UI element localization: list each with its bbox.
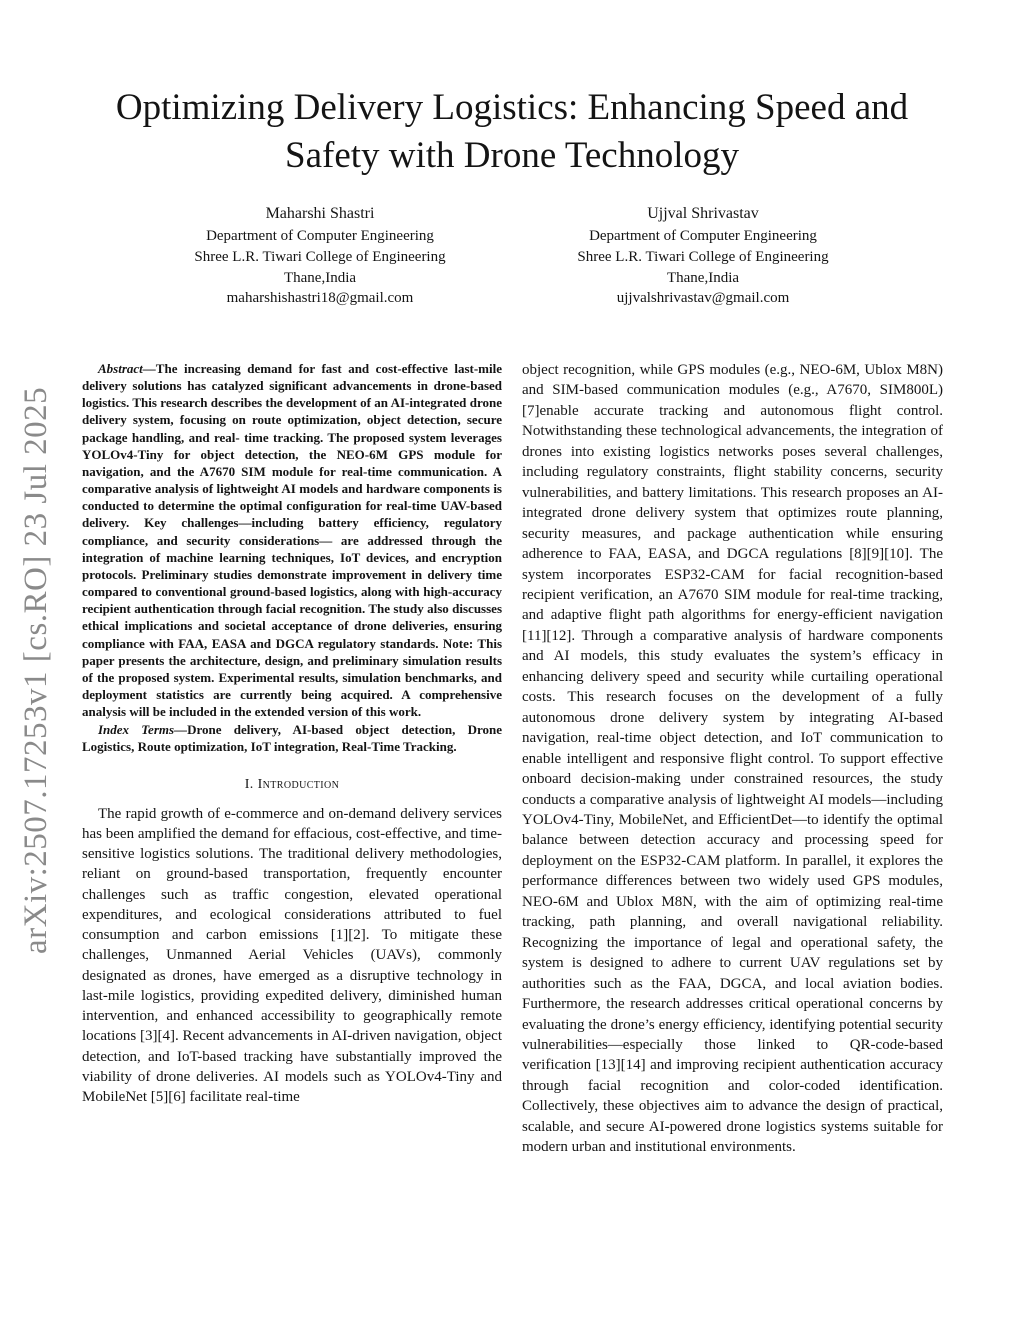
author-institution: Shree L.R. Tiwari College of Engineering [194,248,446,265]
author-block-2 [543,203,863,309]
author-name: Maharshi Shastri [265,205,375,222]
paper-title: Optimizing Delivery Logistics: Enhancing Speed and Safety with Drone Technology [115,87,909,176]
arxiv-identifier: arXiv:2507.17253v1 [cs.RO] 23 Jul 2025 [18,386,54,954]
abstract-text: The increasing demand for fast and cost-effective last-mile delivery solutions has catalyzed significant advancements in drone-based logistics. This research describes the development of an AI-integrated drone delivery system, focusing on route optimization, object detection, secure package handling, and real- time tracking. The proposed system leverages YOLOv4-Tiny for object detection, the NEO-6M GPS module for navigation, and the A7670 SIM module for real-time communication. A comparative analysis of lightweight AI models and hardware components is conducted to determine the optimal configuration for real-time UAV-based delivery. Key challenges—including battery efficiency, regulatory compliance, and security considerations— are addressed through the integration of machine learning techniques, IoT devices, and encryption protocols. Preliminary studies demonstrate improvement in delivery time compared to conventional ground-based logistics, along with high-accuracy recipient authentication through facial recognition. The study also discusses ethical implications and societal acceptance of drone deliveries, ensuring compliance with FAA, EASA and DGCA regulatory standards. Note: This paper presents the architecture, design, and preliminary simulation results of the proposed system. Experimental results, simulation benchmarks, and deployment statistics are currently being acquired. A comprehensive analysis will be included in the extended version of this work. [82,361,502,720]
intro-paragraph-left: The rapid growth of e-commerce and on-demand delivery services has been amplified the demand for effacious, cost-effective, and time-sensitive logistics solutions. The traditional delivery methodologies, reliant on ground-based transportation, frequently encounter challenges such as traffic congestion, elevated operational expenditures, and ecological considerations attributed to fuel consumption and carbon emissions [1][2]. To mitigate these challenges, Unmanned Aerial Vehicles (UAVs), commonly designated as drones, have emerged as a disruptive technology in last-mile logistics, providing expedited delivery, diminished human intervention, and enhanced accessibility to geographically remote locations [3][4]. Recent advancements in AI-driven navigation, object detection, and IoT-based tracking have substantially improved the viability of drone deliveries. AI models such as YOLOv4-Tiny and MobileNet [5][6] facilitate real-time [82,805,502,1106]
author-department: Department of Computer Engineering [589,228,817,244]
author-location: Thane,India [666,269,740,286]
author-block-1 [160,203,480,309]
author-email: ujjvalshrivastav@gmail.com [616,290,790,307]
index-terms [82,721,502,755]
left-column [82,360,502,1107]
intro-paragraph-right: object recognition, while GPS modules (e.g., NEO-6M, Ublox M8N) and SIM-based communication modules (e.g., A7670, SIM800L) [7]enable accurate tracking and autonomous flight control. Notwithstanding these technological advancements, the integration of drones into existing logistics networks poses several challenges, including regulatory constraints, flight stability concerns, security vulnerabilities, and battery limitations. This research proposes an AI-integrated drone delivery system that optimizes route planning, security measures, and package authentication while ensuring adherence to FAA, EASA, and DGCA regulations [8][9][10]. The system incorporates ESP32-CAM for facial recognition-based recipient verification, an A7670 SIM module for real-time tracking, and adaptive flight path algorithms for energy-efficient navigation [11][12]. Through a comparative analysis of hardware components and AI models, this study evaluates the system’s efficacy in enhancing delivery speed and security while curtailing operational costs. This research focuses on the development of a fully autonomous drone delivery system by integrating AI-based navigation, real-time object detection, and IoT communication to enable intelligent and responsive flight control. To support effective onboard decision-making under constrained resources, the study conducts a comparative analysis of lightweight AI models—including YOLOv4-Tiny, MobileNet, and EfficientDet—to identify the optimal balance between detection accuracy and processing speed for deployment on the ESP32-CAM platform. In parallel, it explores the performance differences between two widely used GPS modules, NEO-6M and Ublox M8N, with the aim of optimizing real-time tracking, path planning, and overall navigational reliability. Recognizing the importance of legal and operational safety, the system is designed to adhere to current UAV regulations set by authorities such as the FAA, DGCA, and local aviation bodies. Furthermore, the research addresses critical operational concerns by evaluating the drone’s energy efficiency, identifying potential security vulnerabilities—especially those linked to QR-code-based verification [13][14] and improving recipient authentication accuracy through facial recognition and color-coded identification. Collectively, these objectives aim to advance the design of practical, scalable, and secure AI-powered drone logistics systems suitable for modern urban and institutional environments. [522,362,943,1156]
author-department: Department of Computer Engineering [206,228,434,244]
author-email: maharshishastri18@gmail.com [226,290,414,307]
section-heading-introduction: I. Introduction [244,776,340,792]
abstract-label: Abstract— [98,361,156,376]
index-terms-label: Index Terms— [98,722,188,738]
abstract [82,360,502,720]
index-terms-text: Drone delivery, AI-based object detection, Drone Logistics, Route optimization, IoT integration, Real-Time Tracking. [82,722,502,755]
right-column [522,360,943,1158]
author-location: Thane,India [283,269,357,286]
author-name: Ujjval Shrivastav [647,205,759,222]
author-institution: Shree L.R. Tiwari College of Engineering [577,248,829,265]
